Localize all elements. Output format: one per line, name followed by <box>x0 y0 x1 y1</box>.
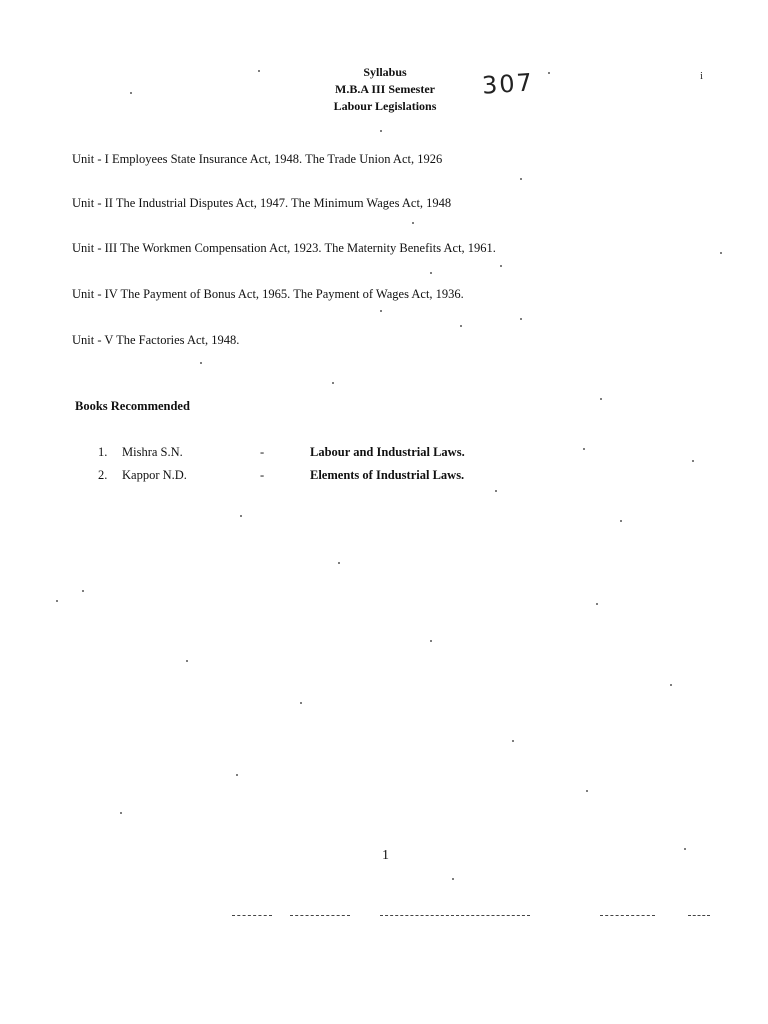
unit-3 <box>72 241 496 256</box>
handwritten-page-note: 307 <box>481 68 535 100</box>
book-row-1 <box>98 445 518 463</box>
unit-label: Unit - II <box>72 196 113 210</box>
scan-artifact-line <box>688 915 710 917</box>
scan-artifact-line <box>600 915 655 917</box>
page-number: 1 <box>382 848 389 863</box>
unit-2 <box>72 196 451 211</box>
header-semester: M.B.A III Semester <box>335 82 435 96</box>
header-syllabus: Syllabus <box>363 65 407 79</box>
unit-text: The Payment of Bonus Act, 1965. The Payment of Wages Act, 1936. <box>120 287 464 301</box>
unit-4 <box>72 287 464 302</box>
book-separator: - <box>260 468 265 482</box>
unit-5 <box>72 333 239 348</box>
book-author: Mishra S.N. <box>122 445 183 459</box>
unit-label: Unit - III <box>72 241 118 255</box>
unit-text: Employees State Insurance Act, 1948. The Trade Union Act, 1926 <box>111 152 443 166</box>
header-subject: Labour Legislations <box>333 99 437 113</box>
books-heading: Books Recommended <box>75 399 190 413</box>
book-title: Elements of Industrial Laws. <box>310 468 465 482</box>
unit-label: Unit - IV <box>72 287 118 301</box>
scan-artifact-line <box>290 915 350 917</box>
unit-label: Unit - V <box>72 333 114 347</box>
unit-label: Unit - I <box>72 152 109 166</box>
unit-text: The Industrial Disputes Act, 1947. The Minimum Wages Act, 1948 <box>115 196 452 210</box>
unit-text: The Workmen Compensation Act, 1923. The Maternity Benefits Act, 1961. <box>120 241 496 255</box>
book-number: 1. <box>98 445 108 459</box>
corner-mark: i <box>700 70 704 82</box>
book-author: Kappor N.D. <box>122 468 187 482</box>
unit-1 <box>72 152 442 167</box>
book-row-2 <box>98 468 518 486</box>
syllabus-header <box>290 64 480 115</box>
book-number: 2. <box>98 468 108 482</box>
book-separator: - <box>260 445 265 459</box>
unit-text: The Factories Act, 1948. <box>116 333 240 347</box>
book-title: Labour and Industrial Laws. <box>310 445 465 459</box>
scan-artifact-line <box>380 915 530 917</box>
scan-artifact-line <box>232 915 272 917</box>
